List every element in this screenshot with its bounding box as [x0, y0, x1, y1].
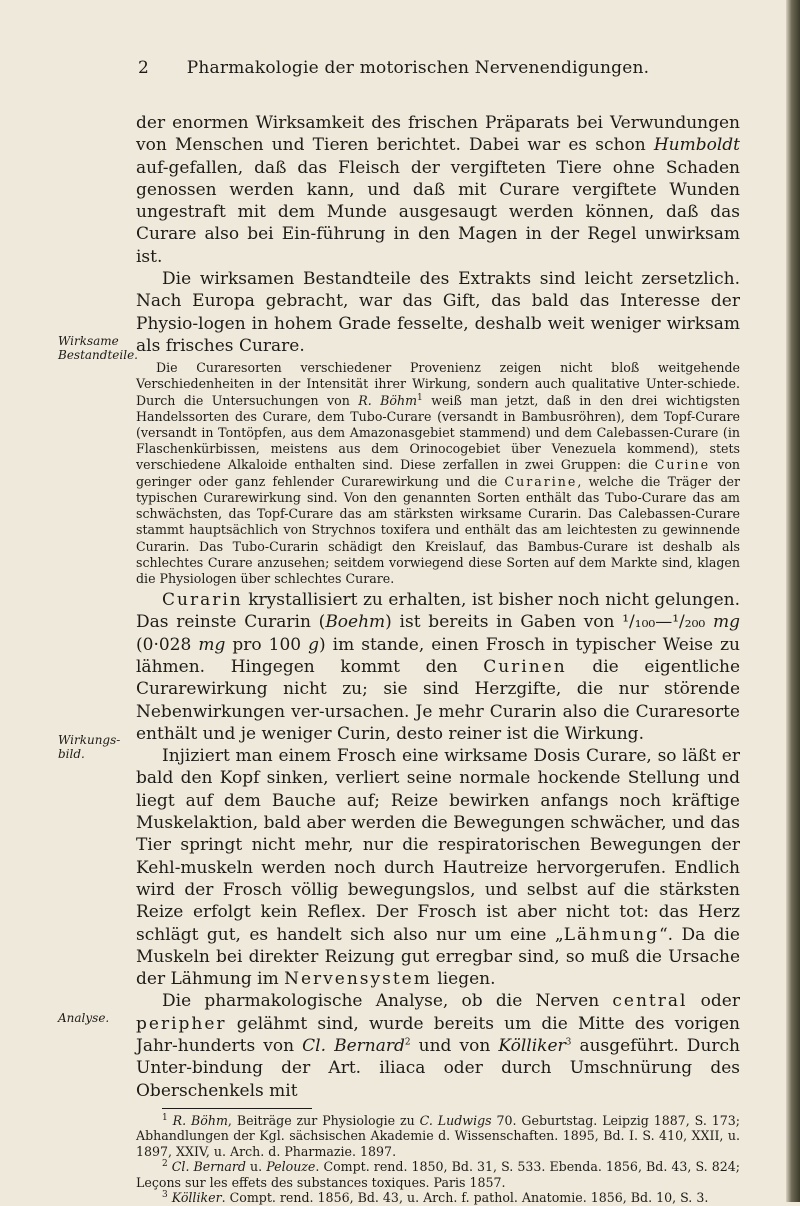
spaced-term: Curine [654, 457, 711, 473]
page-number: 2 [138, 58, 149, 78]
margin-note-line: Analyse. [58, 1011, 110, 1025]
spaced-term: peripher [136, 1013, 227, 1034]
text-run: 70. Geburtstag. Leipzig 1887, S. 173; Abhandlungen der Kgl. sächsischen Akademie d. Wissenschaften. 1895, Bd. I. S. 410, XXII, u. 1897, XXIV, u. Arch. d. Pharmazie. 1897. [136, 1112, 741, 1159]
author-name: C. Ludwigs [419, 1112, 492, 1128]
text-run: (0·028 [136, 634, 199, 655]
unit: mg [198, 634, 226, 655]
text-run: Die wirksamen Bestandteile des Extrakts sind leicht zersetzlich. Nach Europa gebracht, war das Gift, das bald das Interesse der Physio-logen in hohem Grade fesselte, deshalb weit weniger wirksam als frisches Curare. [136, 269, 740, 356]
margin-note-line: Bestandteile. [58, 348, 138, 362]
paragraph-2 [136, 268, 740, 357]
margin-note-line: Wirksame [58, 334, 119, 348]
author-name: Boehm [325, 612, 386, 633]
page-edge-shadow [786, 0, 800, 1202]
text-run: oder [687, 991, 740, 1012]
text-run: von geringer oder ganz fehlender Curarewirkung und die [136, 457, 741, 489]
spaced-term: Curinen [483, 657, 567, 677]
margin-note-bestandteile [58, 334, 138, 362]
main-text [136, 112, 740, 1206]
text-run: Injiziert man einem Frosch eine wirksame Dosis Curare, so läßt er bald den Kopf sinken, verliert seine normale hockende Stellung und liegt auf dem Bauche auf; Reize bewirken anfangs noch kräftige Muskelaktion, bald aber werden die Bewegungen schwächer, und das Tier springt nicht mehr, nur die respiratorischen Bewegungen der Kehl-muskeln werden noch durch Hautreize hervorgerufen. Endlich wird der Frosch völlig bewegungslos, und selbst auf die stärksten Reize erfolgt kein Reflex. Der Frosch ist aber nicht tot: das Herz schlägt gut, es handelt sich also nur um eine „ [136, 746, 740, 945]
author-name: Kölliker [498, 1036, 566, 1057]
text-run: u. [245, 1159, 267, 1175]
text-run: liegen. [431, 969, 496, 990]
text-run: “. Da die Muskeln bei direkter Reizung gut erregbar sind, so muß die Ursache der Lähmung im [136, 924, 740, 990]
text-run: , welche die Träger der typischen Curarewirkung sind. Von den genannten Sorten enthält das Tubo-Curare das am schwächsten, das Topf-Curare das am stärksten wirksame Curarin. Das Calebassen-Curare stammt hauptsächlich von Strychnos toxifera und enthält das am leichtesten zu gewinnende Curarin. Das Tubo-Curarin schädigt den Kreislauf, das Bambus-Curare ist deshalb als schlechtes Curare anzusehen; seitdem vorwiegend diese Sorten auf dem Markte sind, klagen die Physiologen über schlechtes Curare. [136, 473, 740, 586]
author-name: R. Böhm [358, 392, 418, 408]
text-run: Die Curaresorten verschiedener Provenienz zeigen nicht bloß weitgehende Verschiedenheiten in der Intensität ihrer Wirkung, sondern auch qualitative Unter-schiede. Durch die Untersuchungen von [136, 360, 740, 408]
spaced-term: Nervensystem [284, 969, 432, 990]
text-run: ) im stande, einen Frosch in typischer Weise zu lähmen. Hingegen kommt den [136, 634, 740, 677]
text-run: und von [410, 1036, 499, 1057]
running-title: Pharmakologie der motorischen Nervenendigungen. [186, 58, 650, 78]
author-name: Humboldt [653, 135, 740, 156]
footnote-1: $^1$ R. Böhm, Beiträge zur Physiologie zu C. Ludwigs 70. Geburtstag. Leipzig 1887, S. 173; Abhandlungen der Kgl. sächsischen Akademie d. Wissenschaften. 1895, Bd. I. S. 410, XXII, u. 1897, XXIV, u. Arch. d. Pharmazie. 1897. [136, 1112, 741, 1159]
text-run: krystallisiert zu erhalten, ist bisher noch nicht gelungen. Das reinste Curarin ( [136, 590, 740, 633]
spaced-term: Curarine [504, 473, 578, 489]
small-print-paragraph: Die Curaresorten verschiedener Provenienz zeigen nicht bloß weitgehende Verschiedenheiten in der Intensität ihrer Wirkung, sondern auch qualitative Unter-schiede. Durch die Untersuchungen von R. Böhm$^1$ weiß man jetzt, daß in den drei wichtigsten Handelssorten des Curare, dem Tubo-Curare (versandt in Bambusröhren), dem Topf-Curare (versandt in Tontöpfen, aus dem Amazonasgebiet stammend) und dem Calebassen-Curare (in Flaschenkürbissen, meistens aus dem Orinocogebiet über Venezuela kommend), stets verschiedene Alkaloide enthalten sind. Diese zerfallen in zwei Gruppen: die Curine von geringer oder ganz fehlender Curarewirkung und die Curarine, welche die Träger der typischen Curarewirkung sind. Von den genannten Sorten enthält das Tubo-Curare das am schwächsten, das Topf-Curare das am stärksten wirksame Curarin. Das Calebassen-Curare stammt hauptsächlich von Strychnos toxifera und enthält das am leichtesten zu gewinnende Curarin. Das Tubo-Curarin schädigt den Kreislauf, das Bambus-Curare ist deshalb als schlechtes Curare anzusehen; seitdem vorwiegend diese Sorten auf dem Markte sind, klagen die Physiologen über schlechtes Curare. [136, 360, 741, 586]
footnote-divider [162, 1108, 312, 1109]
text-run: auf-gefallen, daß das Fleisch der vergifteten Tiere ohne Schaden genossen werden kann, und daß mit Curare vergiftete Wunden ungestraft mit dem Munde ausgesaugt werden können, daß das Curare also bei Ein-führung in den Magen in der Regel unwirksam ist. [136, 157, 740, 267]
text-run: die eigentliche Curarewirkung nicht zu; sie sind Herzgifte, die nur störende Nebenwirkungen ver-ursachen. Je mehr Curarin also die Curaresorte enthält und je weniger Curin, desto reiner ist die Wirkung. [136, 657, 741, 744]
running-header [118, 58, 718, 80]
author-name: R. Böhm [172, 1112, 228, 1128]
text-run: ausgeführt. Durch Unter-bindung der Art. iliaca oder durch Umschnürung des Oberschenkels mit [136, 1036, 740, 1101]
text-run: ) ist bereits in Gaben von [385, 612, 623, 633]
author-name: Kölliker [171, 1190, 222, 1206]
footnote-2: $^2$ Cl. Bernard u. Pelouze. Compt. rend. 1850, Bd. 31, S. 533. Ebenda. 1856, Bd. 43, S. 824; Leçons sur les effets des substances toxiques. Paris 1857. [136, 1159, 741, 1190]
unit: g [308, 634, 320, 655]
text-run: der enormen Wirksamkeit des frischen Präparats bei Verwundungen von Menschen und Tieren berichtet. Dabei war es schon [136, 113, 740, 156]
margin-note-line: bild. [58, 747, 85, 761]
dose-fraction: ¹/₁₀₀—¹/₂₀₀ [622, 612, 713, 633]
spaced-term: central [612, 991, 688, 1012]
text-run: gelähmt sind, wurde bereits um die Mitte des vorigen Jahr-hunderts von [136, 1013, 740, 1057]
text-run: Die pharmakologische Analyse, ob die Nerven [162, 991, 613, 1012]
paragraph-4 [136, 745, 740, 990]
margin-note-analyse [58, 1011, 134, 1025]
text-run: . Compt. rend. 1856, Bd. 43, u. Arch. f. pathol. Anatomie. 1856, Bd. 10, S. 3. [221, 1190, 709, 1206]
margin-note-line: Wirkungs- [58, 733, 121, 747]
text-run: weiß man jetzt, daß in den drei wichtigsten Handelssorten des Curare, dem Tubo-Curare (versandt in Bambusröhren), dem Topf-Curare (versandt in Tontöpfen, aus dem Amazonasgebiet stammend) und dem Calebassen-Curare (in Flaschenkürbissen, meistens aus dem Orinocogebiet über Venezuela kommend), stets verschiedene Alkaloide enthalten sind. Diese zerfallen in zwei Gruppen: die [136, 392, 740, 473]
paragraph-1 [136, 112, 740, 268]
author-name: Cl. Bernard [171, 1159, 246, 1175]
footnote-3: $^3$ Kölliker. Compt. rend. 1856, Bd. 43, u. Arch. f. pathol. Anatomie. 1856, Bd. 10, S. 3. [162, 1190, 709, 1206]
text-run: , Beiträge zur Physiologie zu [227, 1112, 420, 1128]
spaced-term: Curarin [162, 590, 243, 611]
text-run: . Compt. rend. 1850, Bd. 31, S. 533. Ebenda. 1856, Bd. 43, S. 824; Leçons sur les effets des substances toxiques. Paris 1857. [136, 1159, 741, 1190]
spaced-term: Lähmung [563, 924, 659, 945]
text-run: pro 100 [225, 634, 309, 655]
paragraph-3 [136, 589, 740, 745]
author-name: Cl. Bernard [302, 1036, 405, 1057]
author-name: Pelouze [266, 1159, 316, 1175]
paragraph-5: Die pharmakologische Analyse, ob die Nerven central oder peripher gelähmt sind, wurde bereits um die Mitte des vorigen Jahr-hunderts von Cl. Bernard$^2$ und von Kölliker$^3$ ausgeführt. Durch Unter-bindung der Art. iliaca oder durch Umschnürung des Oberschenkels mit [136, 991, 740, 1101]
unit: mg [712, 612, 740, 633]
margin-note-wirkungsbild [58, 733, 134, 761]
